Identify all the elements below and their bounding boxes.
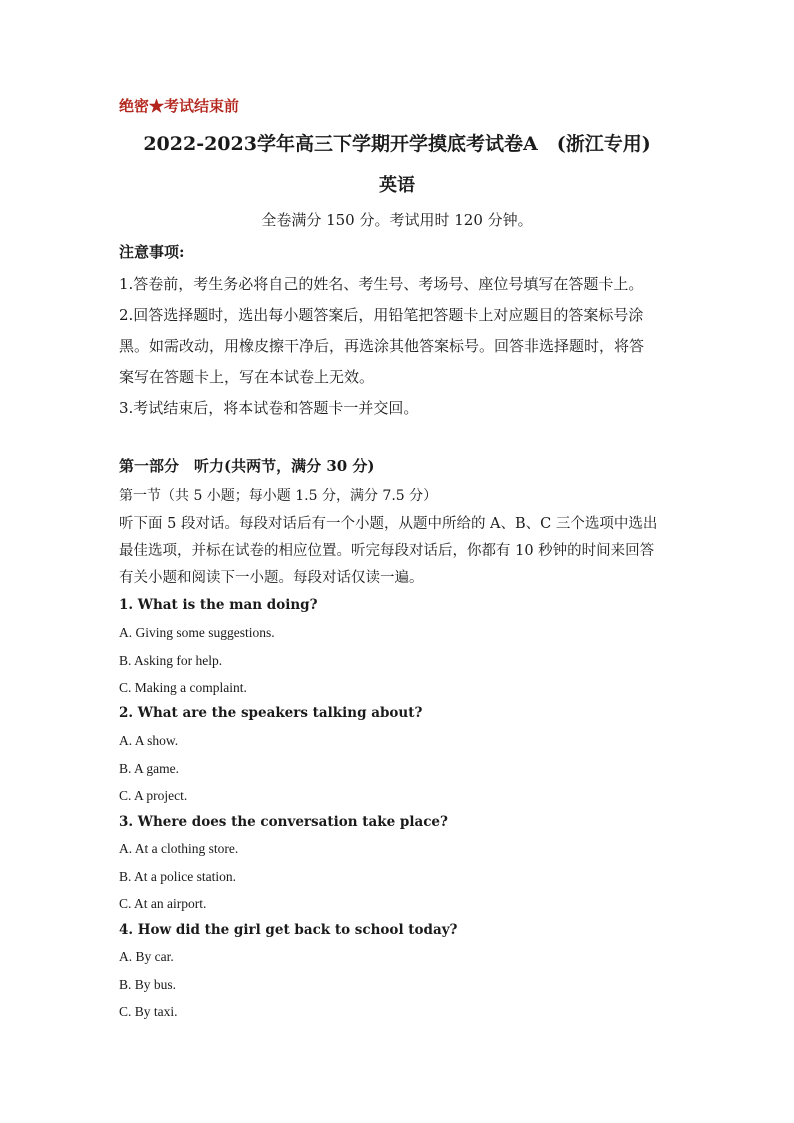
subject-title: 英语 [379,175,415,196]
question-option: A. Giving some suggestions. [119,625,275,640]
question-option: C. By taxi. [119,1004,178,1019]
question-option: A. At a clothing store. [119,841,239,856]
notice-line: 1.答卷前，考生务必将自己的姓名、考生号、考场号、座位号填写在答题卡上。 [119,275,644,293]
question-stem: 3. Where does the conversation take place? [119,814,448,830]
exam-title: 2022-2023学年高三下学期开学摸底考试卷A (浙江专用) [143,133,651,155]
notice-line: 黑。如需改动，用橡皮擦干净后，再选涂其他答案标号。回答非选择题时，将答 [119,337,645,355]
question-stem: 2. What are the speakers talking about? [119,705,423,721]
question-stem: 1. What is the man doing? [119,597,318,613]
section-heading: 第一节（共 5 小题；每小题 1.5 分，满分 7.5 分） [119,488,438,504]
notice-heading: 注意事项: [119,243,185,261]
part-heading: 第一部分 听力(共两节，满分 30 分) [119,457,375,475]
question-option: C. A project. [119,788,188,803]
question-stem: 4. How did the girl get back to school today? [119,922,458,938]
question-option: B. Asking for help. [119,653,223,668]
question-option: B. At a police station. [119,869,236,884]
question-option: C. Making a complaint. [119,680,247,695]
instruction-line: 听下面 5 段对话。每段对话后有一个小题，从题中所给的 A、B、C 三个选项中选出 [119,516,658,532]
notice-line: 3.考试结束后，将本试卷和答题卡一并交回。 [119,399,419,417]
notice-line: 2.回答选择题时，选出每小题答案后，用铅笔把答题卡上对应题目的答案标号涂 [119,306,644,324]
question-option: A. A show. [119,733,179,748]
score-time-info: 全卷满分 150 分。考试用时 120 分钟。 [261,211,533,229]
instruction-line: 有关小题和阅读下一小题。每段对话仅读一遍。 [119,570,424,586]
question-option: C. At an airport. [119,896,207,911]
question-option: B. By bus. [119,977,177,992]
question-option: A. By car. [119,949,174,964]
question-option: B. A game. [119,761,179,776]
instruction-line: 最佳选项，并标在试卷的相应位置。听完每段对话后，你都有 10 秒钟的时间来回答 [119,543,655,559]
notice-line: 案写在答题卡上，写在本试卷上无效。 [119,368,375,386]
confidential-label: 绝密★考试结束前 [119,97,240,115]
